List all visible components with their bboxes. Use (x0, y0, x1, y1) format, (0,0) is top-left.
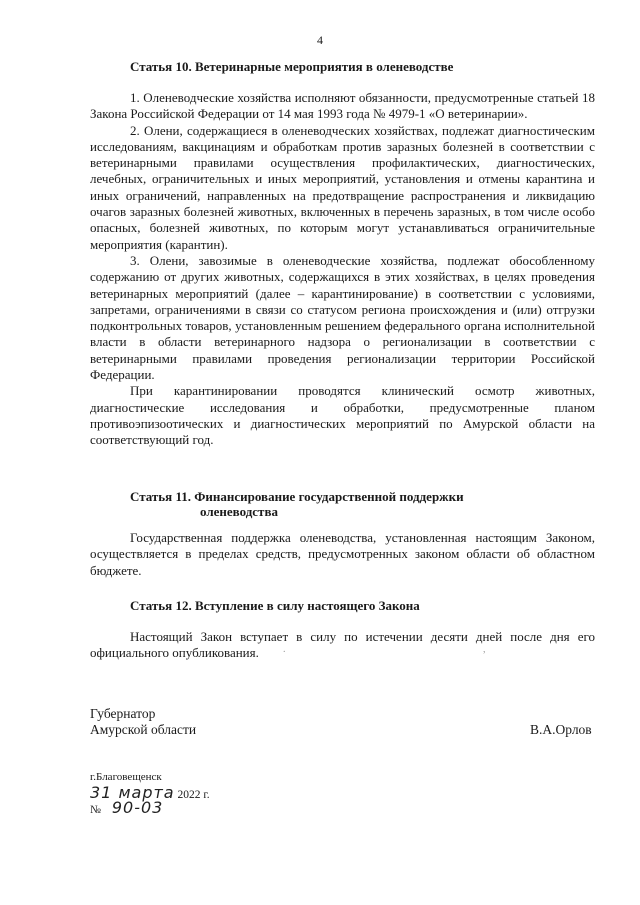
article-11-heading (130, 489, 464, 519)
signatory-title-line-2: Амурской области (90, 722, 197, 737)
handwritten-date: 31 марта (90, 783, 175, 802)
article-11-heading-line-2: оленеводства (200, 504, 278, 519)
signing-place: г.Благовещенск (90, 771, 162, 783)
article-10-paragraph-1: 1. Оленеводческие хозяйства исполняют обязанности, предусмотренные статьей 18 Закона Российской Федерации от 14 мая 1993 года № 4979-1 «О ветеринарии». (90, 90, 595, 122)
article-11-paragraph-1: Государственная поддержка оленеводства, установленная настоящим Законом, осуществляется в пределах средств, предусмотренных законом области об областном бюджете. (90, 530, 595, 578)
article-11-heading-line-1: Статья 11. Финансирование государственной поддержки (130, 489, 464, 504)
signatory-name: В.А.Орлов (530, 722, 592, 737)
signatory-title (90, 706, 196, 738)
article-12-paragraph-1: Настоящий Закон вступает в силу по истечении десяти дней после дня его официального опубликования. (90, 629, 595, 661)
signatory-title-line-1: Губернатор (90, 706, 156, 721)
handwritten-number: 90-03 (111, 798, 164, 817)
article-11-body (90, 530, 595, 579)
article-10-paragraph-2: 2. Олени, содержащиеся в оленеводческих хозяйствах, подлежат диагностическим исследованиям, вакцинациям и обработкам против заразных болезней в соответствии с ветеринарными правилами осуществления профилактических, диагностических, лечебных, ограничительных и иных мероприятий, установления и отмены карантина и иных ограничений, направленных на предотвращение распространения и ликвидацию очагов заразных болезней животных, включенных в перечень заразных, в том числе особо опасных, болезней животных, по которым могут устанавливаться ограничительные мероприятия (карантин). (90, 122, 595, 252)
law-number (90, 798, 163, 817)
signing-year: 2022 г. (177, 789, 210, 801)
article-10-paragraph-3: 3. Олени, завозимые в оленеводческие хозяйства, подлежат обособленному содержанию от других животных, содержащихся в этих хозяйствах, в целях проведения ветеринарных мероприятий (далее – карантинирование) в соответствии с условиями, запретами, ограничениями в связи со статусом региона происхождения и (или) отгрузки подконтрольных товаров, установленным решением федерального органа исполнительной власти в области ветеринарного надзора о регионализации в соответствии с ветеринарными правилами проведения регионализации территории Российской Федерации. (90, 252, 595, 383)
number-label: № (90, 804, 101, 816)
scan-speck: , (483, 644, 486, 655)
article-10-heading: Статья 10. Ветеринарные мероприятия в оленеводстве (130, 59, 454, 74)
article-10-body (90, 90, 595, 449)
article-12-body (90, 629, 595, 662)
scan-speck: . (283, 644, 286, 655)
article-12-heading: Статья 12. Вступление в силу настоящего Закона (130, 598, 420, 613)
page-number: 4 (317, 33, 323, 47)
article-10-paragraph-4: При карантинировании проводятся клинический осмотр животных, диагностические исследования и обработки, предусмотренные планом противоэпизоотических и диагностических мероприятий по Амурской области на соответствующий год. (90, 383, 595, 448)
